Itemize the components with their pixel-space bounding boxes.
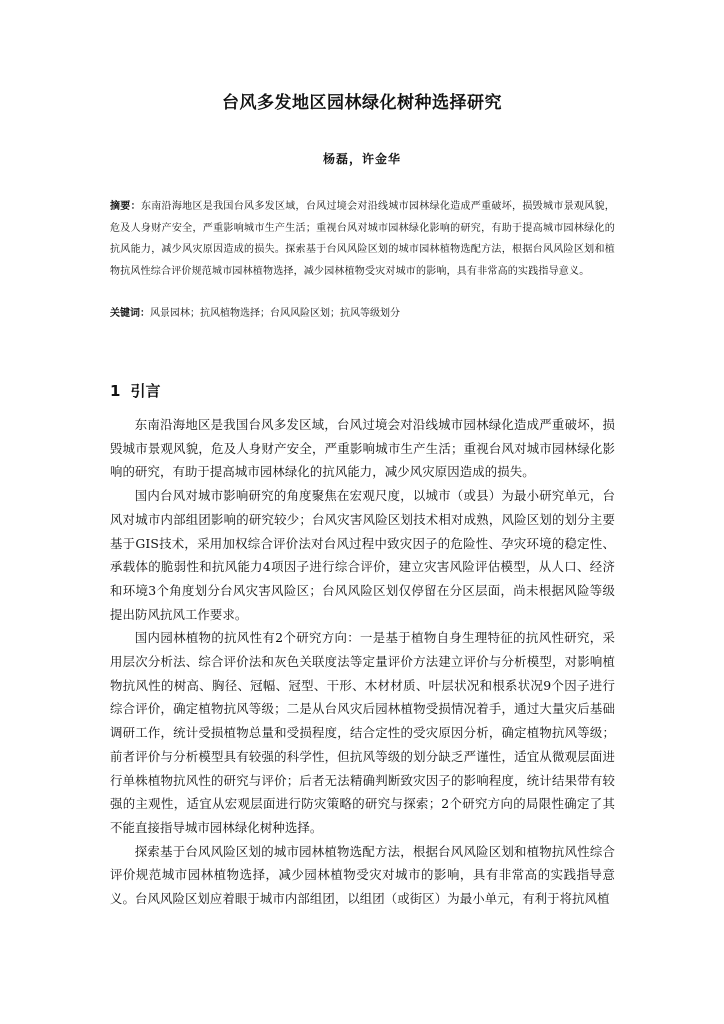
paragraph: 国内台风对城市影响研究的角度聚焦在宏观尺度，以城市（或县）为最小研究单元，台风对城市内部组团影响的研究较少；台风灾害风险区划技术相对成熟，风险区划的划分主要基于GIS技术，采用加权综合评价法对台风过程中致灾因子的危险性、孕灾环境的稳定性、承载体的脆弱性和抗风能力4项因子进行综合评价，建立灾害风险评估模型，从人口、经济和环境3个角度划分台风灾害风险区；台风风险区划仅停留在分区层面，尚未根据风险等级提出防风抗风工作要求。 <box>110 488 615 622</box>
abstract <box>110 196 615 282</box>
section-title: 引言 <box>130 382 161 400</box>
paragraph: 东南沿海地区是我国台风多发区域，台风过境会对沿线城市园林绿化造成严重破坏，损毁城市景观风貌，危及人身财产安全，严重影响城市生产生活；重视台风对城市园林绿化影响的研究，有助于提高城市园林绿化的抗风能力，减少风灾原因造成的损失。 <box>110 417 615 480</box>
keywords <box>110 303 615 325</box>
paper-authors: 杨磊，许金华 <box>322 152 401 166</box>
section-heading <box>110 380 160 401</box>
body-text <box>110 413 615 911</box>
paper-title: 台风多发地区园林绿化树种选择研究 <box>222 93 502 113</box>
section-number: 1 <box>110 382 121 400</box>
abstract-label: 摘要： <box>110 201 141 212</box>
keywords-text: 风景园林；抗风植物选择；台风风险区划；抗风等级划分 <box>150 308 400 319</box>
abstract-text: 东南沿海地区是我国台风多发区域，台风过境会对沿线城市园林绿化造成严重破坏，损毁城市景观风貌，危及人身财产安全，严重影响城市生产生活；重视台风对城市园林绿化影响的研究，有助于提高城市园林绿化的抗风能力，减少风灾原因造成的损失。探索基于台风风险区划的城市园林植物选配方法，根据台风风险区划和植物抗风性综合评价规范城市园林植物选择，减少园林植物受灾对城市的影响，具有非常高的实践指导意义。 <box>110 201 615 277</box>
paragraph: 探索基于台风风险区划的城市园林植物选配方法，根据台风风险区划和植物抗风性综合评价规范城市园林植物选择，减少园林植物受灾对城市的影响，具有非常高的实践指导意义。台风风险区划应着眼于城市内部组团，以组团（或街区）为最小单元，有利于将抗风植 <box>110 843 615 907</box>
paragraph: 国内园林植物的抗风性有2个研究方向：一是基于植物自身生理特征的抗风性研究，采用层次分析法、综合评价法和灰色关联度法等定量评价方法建立评价与分析模型，对影响植物抗风性的树高、胸径、冠幅、冠型、干形、木材材质、叶层状况和根系状况9个因子进行综合评价，确定植物抗风等级；二是从台风灾后园林植物受损情况着手，通过大量灾后基础调研工作，统计受损植物总量和受损程度，结合定性的受灾原因分析，确定植物抗风等级；前者评价与分析模型具有较强的科学性，但抗风等级的划分缺乏严谨性，适宜从微观层面进行单株植物抗风性的研究与评价；后者无法精确判断致灾因子的影响程度，统计结果带有较强的主观性，适宜从宏观层面进行防灾策略的研究与探索；2个研究方向的局限性确定了其不能直接指导城市园林绿化树种选择。 <box>110 630 615 835</box>
keywords-label: 关键词： <box>110 308 150 319</box>
